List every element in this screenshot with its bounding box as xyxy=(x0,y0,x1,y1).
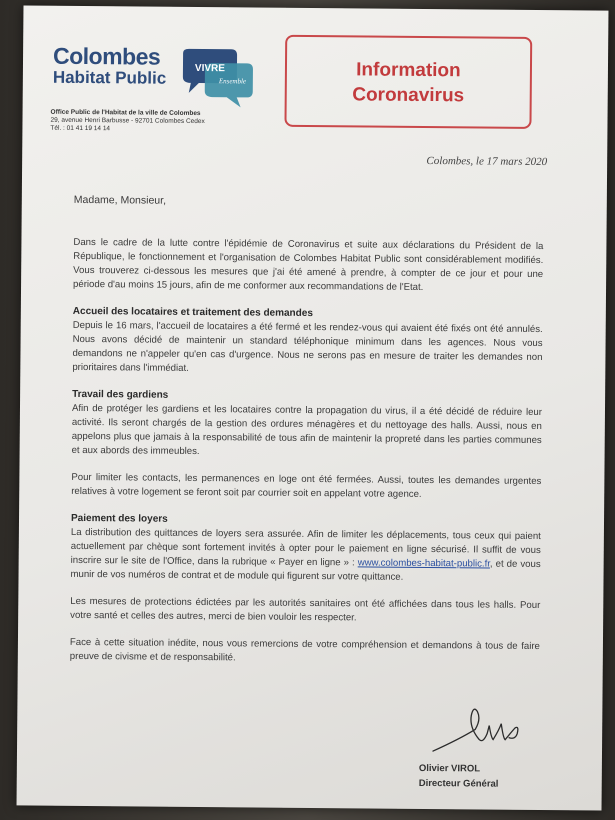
salutation: Madame, Monsieur, xyxy=(73,193,167,207)
office-name: Office Public de l'Habitat de la ville de Colombes xyxy=(50,108,201,118)
section-gardiens-text: Afin de protéger les gardiens et les locataires contre la propagation du virus, il a été décidé de réduire leur activité. Ils seront chargés de la gestion des ordures ménagères et du nettoyage des halls. Aussi, nous en appelons plus que jamais à la responsabilité de tous afin de maintenir la propreté dans les parties communes et aux abords des immeubles. xyxy=(71,402,543,458)
office-address: 29, avenue Henri Barbusse - 92701 Colombes Cedex xyxy=(50,116,205,126)
logo-bubble-text: VIVRE xyxy=(194,62,226,75)
info-title-line1: Information xyxy=(356,59,461,82)
letter-page xyxy=(17,5,609,810)
letter-body xyxy=(70,236,544,681)
info-coronavirus-box xyxy=(284,35,532,129)
signer-title: Directeur Général xyxy=(418,777,499,790)
info-title-line2: Coronavirus xyxy=(352,84,465,107)
brand-name: Colombes xyxy=(52,42,161,70)
signer-block xyxy=(419,761,499,792)
section-gardiens-text-2: Pour limiter les contacts, les permanences en loge ont été fermées. Aussi, toutes les demandes urgentes relatives à votre logement se feront soit par courrier soit en appelant votre agence. xyxy=(71,471,542,500)
handwritten-signature xyxy=(429,699,540,760)
office-info xyxy=(50,109,280,135)
section-loyers-text xyxy=(70,526,540,586)
section-heading-accueil: Accueil des locataires et traitement des demandes xyxy=(72,305,313,319)
loyers-text-a: La distribution des quittances de loyers sera assurée. Afin de limiter les déplacements, tous ceux qui paient actuellement par chèque sont fortement invités à opter pour le paiement en ligne sécurisé. Il suffit de vous inscrire sur le site de l'Office, dans la rubrique « Payer en ligne » : xyxy=(70,526,541,569)
loyers-text-b: , et de vous munir de vos numéros de contrat et de module qui figurent sur votre quittance. xyxy=(70,558,541,583)
section-accueil-text: Depuis le 16 mars, l'accueil de locataires a été fermé et les rendez-vous qui avaient été fixés ont été annulés. Nous avons décidé de maintenir un standard téléphonique minimum dans les agences. Nous vous demandons ne n'appeler qu'en cas d'urgence. Nous ne serons pas en mesure de traiter les demandes non prioritaires dans l'immédiat. xyxy=(72,319,543,374)
signer-name: Olivier VIROL xyxy=(418,762,481,775)
speech-bubble-logo-icon xyxy=(175,47,256,110)
protection-paragraph: Les mesures de protections édictées par les autorités sanitaires ont été affichées dans tous les halls. Pour votre santé et celles des autres, merci de bien vouloir les respecter. xyxy=(70,595,541,624)
brand-subname: Habitat Public xyxy=(52,67,167,88)
website-link[interactable]: www.colombes-habitat-public.fr xyxy=(357,557,491,570)
letter-date: Colombes, le 17 mars 2020 xyxy=(426,154,548,169)
intro-paragraph: Dans le cadre de la lutte contre l'épidémie de Coronavirus et suite aux déclarations du Président de la République, le fonctionnement et l'organisation de Colombes Habitat Public sont considérablement modifiés. Vous trouverez ci-dessous les mesures que j'ai été amené à prendre, à compter de ce jour et pour une période d'au moins 15 jours, afin de me conformer aux recommandations de l'Etat. xyxy=(73,236,544,293)
logo-bubble-subtext: Ensemble xyxy=(218,77,247,86)
office-phone: Tél. : 01 41 19 14 14 xyxy=(50,124,111,133)
section-heading-gardiens: Travail des gardiens xyxy=(72,388,169,401)
section-heading-loyers: Paiement des loyers xyxy=(70,512,168,525)
closing-paragraph: Face à cette situation inédite, nous vous remercions de votre compréhension et demandons à tous de faire preuve de civisme et de responsabilité. xyxy=(69,636,540,664)
